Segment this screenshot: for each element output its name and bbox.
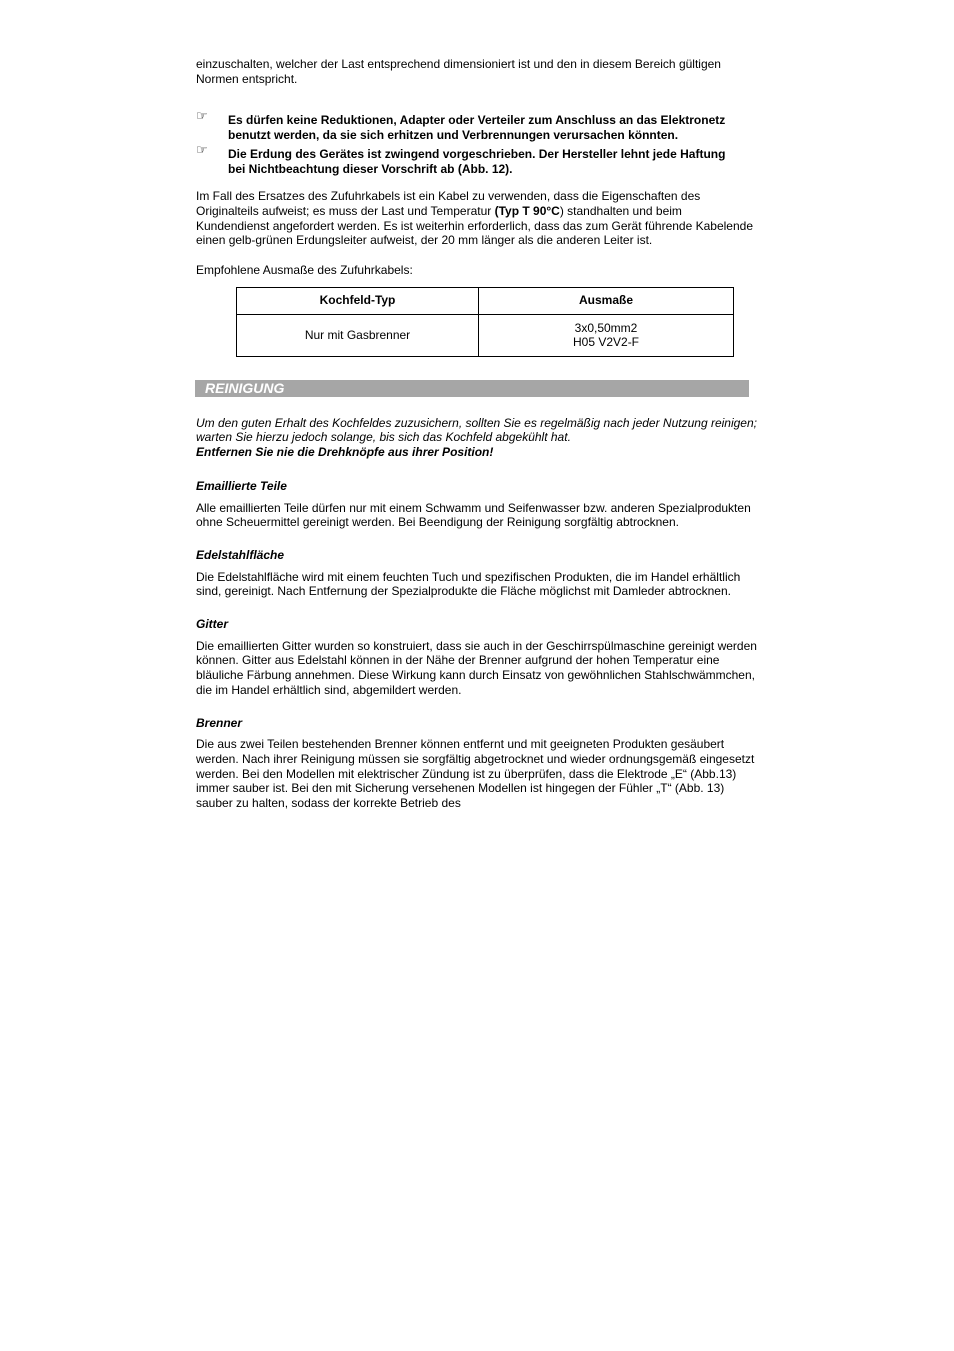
table-row xyxy=(237,314,734,356)
burners-paragraph: Die aus zwei Teilen bestehenden Brenner können entfernt und mit geeigneten Produkten gesäubert werden. Nach ihrer Reinigung müssen sie sorgfältig abgetrocknet und wieder ordnungsgemäß eingesetzt werden. Bei den Modellen mit elektrischer Zündung ist zu überprüfen, dass die Elektrode „E“ (Abb.13) immer sauber ist. Bei den mit Sicherung versehenen Modellen ist hingegen der Fühler „T“ (Abb. 13) sauber zu halten, sodass der korrekte Betrieb des xyxy=(196,737,755,811)
note-text: Es dürfen keine Reduktionen, Adapter oder Verteiler zum Anschluss an das Elektronetz benutzt werden, da sie sich erhitzen und Verbrennungen verursachen könnten. xyxy=(228,113,726,143)
table-header-row xyxy=(237,287,734,314)
cell-hob-type: Nur mit Gasbrenner xyxy=(237,314,479,356)
cleaning-warning: Entfernen Sie nie die Drehknöpfe aus ihrer Position! xyxy=(196,445,494,460)
replacement-text-2: ) standhalten und beim Kundendienst angefordert werden. Es ist weiterhin erforderlich, dass das zum Gerät führende Kabelende einen gelb-grünen Erdungsleiter aufweist, der 20 mm länger als die anderen Leiter ist. xyxy=(196,203,753,248)
cable-replacement-paragraph xyxy=(196,189,758,248)
subheading-grids: Gitter xyxy=(196,617,229,632)
subheading-enamel-parts: Emaillierte Teile xyxy=(196,478,287,493)
column-header-hob-type: Kochfeld-Typ xyxy=(237,287,479,314)
dimensions-line-1: 3x0,50mm2 xyxy=(574,320,638,335)
document-page xyxy=(196,57,758,829)
enamel-parts-paragraph: Alle emaillierten Teile dürfen nur mit einem Schwamm und Seifenwasser bzw. anderen Spezialprodukten ohne Scheuermittel gereinigt werden. Bei Beendigung der Reinigung sorgfältig abtrocknen. xyxy=(196,500,751,530)
cable-dimensions-table xyxy=(236,287,734,357)
replacement-temperature-type: (Typ T 90°C xyxy=(494,203,560,218)
note-adapter-warning xyxy=(196,109,758,143)
pointing-hand-icon: ☞ xyxy=(196,142,208,158)
note-grounding-warning xyxy=(196,142,758,176)
stainless-surface-paragraph: Die Edelstahlfläche wird mit einem feuchten Tuch und spezifischen Produkten, die im Handel erhältlich sind, gereinigt. Nach Entfernung der Spezialprodukte die Fläche möglichst mit Damleder abtrocknen. xyxy=(196,569,741,599)
pointing-hand-icon: ☞ xyxy=(196,109,208,125)
dimensions-line-2: H05 V2V2-F xyxy=(572,335,640,350)
grids-paragraph: Die emaillierten Gitter wurden so konstruiert, dass sie auch in der Geschirrspülmaschine gereinigt werden können. Gitter aus Edelstahl können in der Nähe der Brenner aufgrund der hohen Temperatur eine bläuliche Färbung annehmen. Diese Wirkung kann durch Einsatz von gewöhnlichen Stahlschwämmchen, die im Handel erhältlich sind, abgemildert werden. xyxy=(196,638,757,697)
replacement-text-1: Im Fall des Ersatzes des Zufuhrkabels ist ein Kabel zu verwenden, dass die Eigenschaften des Originalteils aufweist; es muss der Last und Temperatur xyxy=(196,189,701,218)
cleaning-intro-paragraph: Um den guten Erhalt des Kochfeldes zuzusichern, sollten Sie es regelmäßig nach jeder Nutzung reinigen; warten Sie hierzu jedoch solange, bis sich das Kochfeld abgekühlt hat. xyxy=(196,415,757,445)
cell-dimensions xyxy=(479,314,734,356)
subheading-burners: Brenner xyxy=(196,715,243,730)
subheading-stainless-surface: Edelstahlfläche xyxy=(196,547,285,562)
recommended-dimensions-label: Empfohlene Ausmaße des Zufuhrkabels: xyxy=(196,263,413,278)
note-text: Die Erdung des Gerätes ist zwingend vorgeschrieben. Der Hersteller lehnt jede Haftung bei Nichtbeachtung dieser Vorschrift ab (Abb. 12). xyxy=(228,146,726,176)
intro-paragraph: einzuschalten, welcher der Last entsprechend dimensioniert ist und den in diesem Bereich gültigen Normen entspricht. xyxy=(196,57,721,86)
column-header-dimensions: Ausmaße xyxy=(479,287,734,314)
section-heading-cleaning: REINIGUNG xyxy=(195,380,749,397)
